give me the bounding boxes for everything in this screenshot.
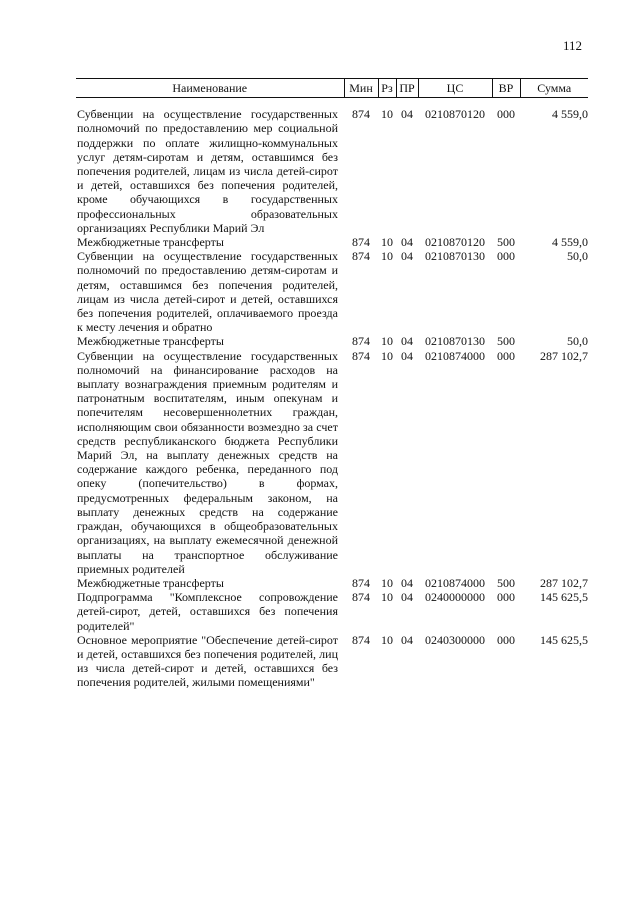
row-sum: 4 559,0 <box>552 107 588 122</box>
row-min: 874 <box>352 575 370 590</box>
row-min: 874 <box>352 235 370 250</box>
row-min: 874 <box>352 107 370 122</box>
row-pr: 04 <box>401 348 413 363</box>
row-cs: 0210870120 <box>425 107 485 122</box>
row-vr: 500 <box>497 575 515 590</box>
row-sum: 145 625,5 <box>540 590 588 605</box>
row-sum: 145 625,5 <box>540 632 588 647</box>
table-row <box>76 334 588 348</box>
row-pr: 04 <box>401 590 413 605</box>
row-cs: 0210870130 <box>425 249 485 264</box>
row-pr: 04 <box>401 632 413 647</box>
row-min: 874 <box>352 632 370 647</box>
row-sum: 50,0 <box>567 249 588 264</box>
page-number: 112 <box>562 38 582 53</box>
row-cs: 0210874000 <box>425 575 485 590</box>
row-pr: 04 <box>401 334 413 349</box>
header-name: Наименование <box>76 79 344 98</box>
header-min: Мин <box>344 79 378 98</box>
table-row <box>76 249 588 334</box>
row-vr: 000 <box>497 590 515 605</box>
row-name: Межбюджетные трансферты <box>77 235 224 250</box>
header-rz: Рз <box>378 79 396 98</box>
row-rz: 10 <box>381 590 393 605</box>
row-name: Субвенции на осуществление государственных полномочий по предоставлению мер социальной поддержки по оплате жилищно-коммунальных услуг детям-сиротам и детям, оставшимся без попечения родителей, лицам из числа детей-сирот и детей, оставшихся без попечения родителей, кроме обучающихся в государственных профессиональных образовательных организациях Республики Марий Эл <box>77 107 338 235</box>
row-pr: 04 <box>401 249 413 264</box>
header-pr: ПР <box>396 79 418 98</box>
row-rz: 10 <box>381 348 393 363</box>
row-vr: 500 <box>497 235 515 250</box>
row-name: Субвенции на осуществление государственных полномочий по предоставлению детям-сиротам и детям, оставшимся без попечения родителей, лицам из числа детей-сирот и детей, оставшихся без попечения родителей, оплачиваемого проезда к месту лечения и обратно <box>77 249 338 335</box>
table-header <box>76 79 588 98</box>
row-rz: 10 <box>381 334 393 349</box>
header-vr: ВР <box>492 79 520 98</box>
row-min: 874 <box>352 348 370 363</box>
row-sum: 287 102,7 <box>540 575 588 590</box>
row-pr: 04 <box>401 107 413 122</box>
row-sum: 50,0 <box>567 334 588 349</box>
row-name: Подпрограмма "Комплексное сопровождение детей-сирот, детей, оставшихся без попечения родителей" <box>77 590 338 633</box>
row-min: 874 <box>352 334 370 349</box>
table-body <box>76 98 588 690</box>
row-cs: 0210870130 <box>425 334 485 349</box>
table-row <box>76 590 588 633</box>
row-min: 874 <box>352 249 370 264</box>
header-cs: ЦС <box>418 79 492 98</box>
row-pr: 04 <box>401 575 413 590</box>
row-vr: 000 <box>497 632 515 647</box>
table-row <box>76 633 588 690</box>
row-vr: 000 <box>497 249 515 264</box>
row-cs: 0240000000 <box>425 590 485 605</box>
row-rz: 10 <box>381 632 393 647</box>
row-name: Межбюджетные трансферты <box>77 334 224 349</box>
row-name: Субвенции на осуществление государственных полномочий на финансирование расходов на выплату вознаграждения приемным родителям и патронатным воспитателям, иным опекунам и попечителям несовершеннолетних граждан, исполняющим свои обязанности возмездно за счет средств республиканского бюджета Республики Марий Эл, на выплату денежных средств на содержание каждого ребенка, переданного под опеку (попечительство) в формах, предусмотренных федеральным законом, на выплату денежных средств на содержание граждан, обучающихся в общеобразовательных организациях, на выплату ежемесячной денежной выплаты на транспортное обслуживание приемных родителей <box>77 348 338 576</box>
row-min: 874 <box>352 590 370 605</box>
budget-table <box>76 78 588 690</box>
row-name: Основное мероприятие "Обеспечение детей-сирот и детей, оставшихся без попечения родителей, лиц из числа детей-сирот и детей, оставшихся без попечения родителей, жилыми помещениями" <box>77 632 338 690</box>
row-sum: 4 559,0 <box>552 235 588 250</box>
row-vr: 500 <box>497 334 515 349</box>
row-rz: 10 <box>381 235 393 250</box>
row-rz: 10 <box>381 249 393 264</box>
table-row <box>76 576 588 590</box>
row-vr: 000 <box>497 348 515 363</box>
row-pr: 04 <box>401 235 413 250</box>
row-sum: 287 102,7 <box>540 348 588 363</box>
row-cs: 0210874000 <box>425 348 485 363</box>
row-name: Межбюджетные трансферты <box>77 575 224 590</box>
row-cs: 0210870120 <box>425 235 485 250</box>
row-rz: 10 <box>381 107 393 122</box>
row-vr: 000 <box>497 107 515 122</box>
header-sum: Сумма <box>520 79 588 98</box>
table-row <box>76 349 588 576</box>
row-cs: 0240300000 <box>425 632 485 647</box>
table-row <box>76 98 588 235</box>
row-rz: 10 <box>381 575 393 590</box>
table-row <box>76 235 588 249</box>
